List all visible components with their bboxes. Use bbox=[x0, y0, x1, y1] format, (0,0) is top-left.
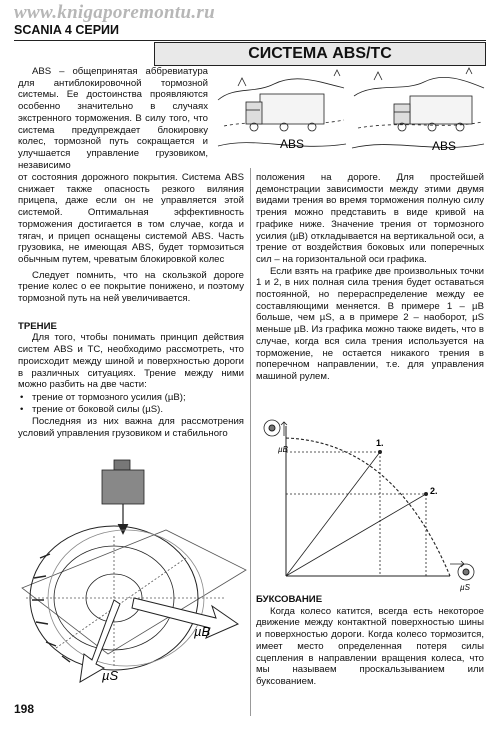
road-edge-right bbox=[352, 144, 484, 148]
last-paragraph-left: Последняя из них важна для рассмотрения условий управления грузовиком и стабильного bbox=[18, 416, 244, 440]
scenery-trees bbox=[238, 68, 472, 86]
wheel-label-muS: µS bbox=[102, 668, 119, 683]
trucks-abs-illustration bbox=[214, 66, 486, 170]
point1-guides bbox=[286, 452, 380, 576]
chart-label-point1: 1. bbox=[376, 438, 384, 448]
skidding-section bbox=[256, 594, 484, 688]
page-number: 198 bbox=[14, 702, 35, 716]
skidding-heading: БУКСОВАНИЕ bbox=[256, 594, 323, 605]
wheel-brake-icon bbox=[264, 420, 287, 436]
header-rule bbox=[14, 40, 486, 41]
point2-guides bbox=[286, 494, 426, 576]
intro-paragraph-wide: от состояния дорожного покрытия. Система ABS снижает также опасность резкого виляния прицепа, даже если он не управляется этой системой. Оптимальная эффективность торможения достигается в том случае, когда и тягач, и прицеп оснащены системой ABS. Часть грузовика, не имеющая ABS, будет тормозиться обычным путем, чреватым блокировкой колес bbox=[18, 172, 244, 265]
right-paragraph-1: положения на дороге. Для простейшей демонстрации зависимости между этими двумя видами трения во время торможения полную силу трения можно представить в виде кривой на графике ниже. Значение трения от тормозного усилия (µB) откладывается на вертикальной оси, а трение от воздействия боковых или поперечных сил – на горизонтальной оси графика. bbox=[256, 172, 484, 265]
chart-label-muS: µS bbox=[460, 583, 470, 592]
truck-right bbox=[394, 96, 472, 131]
paragraph-slippery-road: Следует помнить, что на скользкой дороге трение колес о ее покрытие понижено, и поэтому тормозной путь на ней увеличивается. bbox=[18, 269, 244, 305]
chart-label-muB: µB bbox=[278, 445, 288, 454]
list-item: • трение от боковой силы (µS). bbox=[32, 404, 244, 416]
abs-label-right: ABS bbox=[432, 139, 457, 153]
wheel-label-muB: µB bbox=[194, 624, 211, 639]
skidding-paragraph: Когда колесо катится, всегда есть некоторое движение между контактной поверхностью шины и поверхностью дороги. Когда колесо тормозится, имеет место определенная потеря силы сцепления в направлении вращения колеса, что мы называем проскальзыванием или буксованием. bbox=[256, 605, 484, 687]
friction-curve bbox=[286, 438, 450, 576]
friction-chart bbox=[254, 414, 486, 594]
chart-point-1 bbox=[378, 450, 382, 454]
wheel-friction-illustration bbox=[16, 448, 248, 686]
truck-left bbox=[246, 94, 324, 131]
right-column-text bbox=[256, 172, 484, 383]
abs-label-left: ABS bbox=[280, 137, 305, 151]
chart-point-2 bbox=[424, 492, 428, 496]
friction-paragraph: Для того, чтобы понимать принцип действия систем ABS и TC, необходимо рассмотреть, что происходит между шиной и поверхностью дороги в различных ситуациях. Трение между ними можно разбить на две части: bbox=[18, 332, 244, 391]
series-title: SCANIA 4 СЕРИИ bbox=[14, 23, 120, 37]
column-separator bbox=[250, 168, 251, 716]
left-column-text bbox=[18, 172, 244, 440]
friction-heading: ТРЕНИЕ bbox=[18, 320, 57, 332]
wheel-side-icon bbox=[450, 561, 474, 580]
force-axes bbox=[26, 536, 226, 668]
weight-icon bbox=[102, 460, 144, 534]
website-watermark: www.knigaporemontu.ru bbox=[14, 2, 215, 23]
muB-arrow bbox=[132, 598, 238, 638]
road-curve-right bbox=[354, 77, 484, 96]
chart-label-point2: 2. bbox=[430, 486, 438, 496]
list-item: • трение от тормозного усилия (µB); bbox=[32, 392, 244, 404]
right-paragraph-2: Если взять на графике две произвольных точки 1 и 2, в них полная сила трения будет оставаться постоянной, но перераспределение между ее составляющими меняется. В примере 1 – µB больше, чем µS, а в примере 2 – наоборот, µS меньше µB. Из графика можно также видеть, что в случае, когда вся сила трения используется на торможение, не остается никакого трения в поперечном направлении, т.е. для управления машиной рулем. bbox=[256, 265, 484, 382]
friction-components-list bbox=[18, 392, 244, 415]
intro-paragraph-narrow: ABS – общепринятая аббревиатура для антиблокировочной тормозной системы. Ее достоинства проявляются особенно значительно в случаях экстренного торможения. В силу того, что система предупреждает блокировку колес, тормозной путь сокращается и улучшается управление грузовиком, независимо bbox=[18, 66, 208, 171]
section-title: СИСТЕМА ABS/TC bbox=[154, 42, 486, 66]
